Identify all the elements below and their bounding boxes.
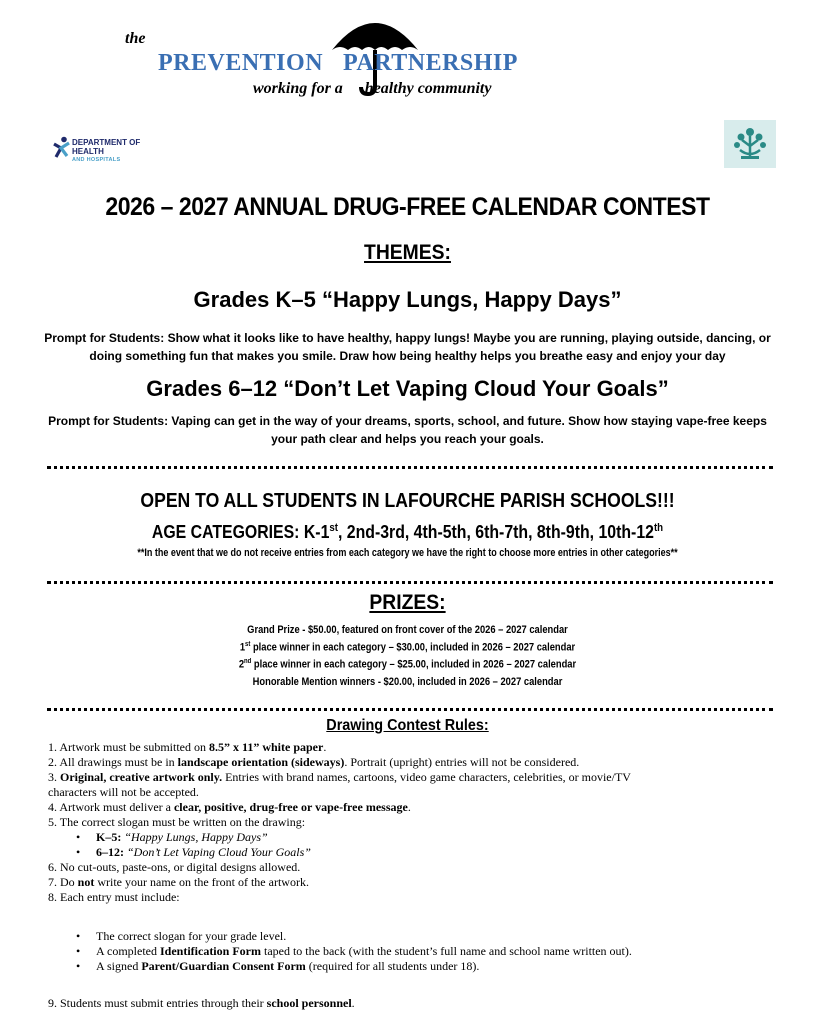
rule-2-bold: landscape orientation (sideways) xyxy=(177,755,345,769)
age-rest: , 2nd-3rd, 4th-5th, 6th-7th, 8th-9th, 10th-12 xyxy=(337,522,654,542)
prize-grand: Grand Prize - $50.00, featured on front cover of the 2026 – 2027 calendar xyxy=(247,624,568,636)
rule-4-bold: clear, positive, drug-free or vape-free message xyxy=(173,800,408,814)
rule-4 xyxy=(48,800,778,815)
slogan-612 xyxy=(96,845,778,860)
doh-logo-text xyxy=(72,138,140,165)
themes-heading: THEMES: xyxy=(364,241,451,264)
tree-icon xyxy=(724,120,776,168)
rule-7-end: write your name on the front of the artwork. xyxy=(94,875,309,889)
rules-list xyxy=(48,740,778,1011)
prize-first-text: place winner in each category – $30.00, included in 2026 – 2027 calendar xyxy=(250,641,576,654)
prize-second-text: place winner in each category – $25.00, included in 2026 – 2027 calendar xyxy=(251,658,577,671)
theme-k5-prompt xyxy=(40,329,775,365)
doh-line1: DEPARTMENT OF xyxy=(72,138,141,147)
category-note: **In the event that we do not receive entries from each category we have the right to choose more entries in other categories** xyxy=(137,547,678,559)
logo-the-text: the xyxy=(125,30,146,47)
rules-spacer-2 xyxy=(48,974,778,996)
rule-4-end: . xyxy=(407,800,411,814)
rule-9-bold: school personnel xyxy=(266,996,352,1010)
include-id-form-text: A completed xyxy=(96,944,160,958)
rule-3-bold: Original, creative artwork only. xyxy=(60,770,223,784)
rule-9-text: 9. Students must submit entries through their xyxy=(48,996,267,1010)
prize-first xyxy=(61,641,754,654)
rule-3-text: Entries with brand names, cartoons, video game characters, celebrities, or movie/TV xyxy=(222,770,631,784)
include-id-form-end: taped to the back (with the student’s full name and school name written out). xyxy=(260,944,632,958)
tagline-right: healthy community xyxy=(364,80,492,97)
age-categories xyxy=(49,522,766,543)
prize-honorable: Honorable Mention winners - $20.00, included in 2026 – 2027 calendar xyxy=(252,676,563,688)
slogan-k5-text: “Happy Lungs, Happy Days” xyxy=(121,830,268,844)
slogan-612-text: “Don’t Let Vaping Cloud Your Goals” xyxy=(124,845,311,859)
doh-line3: AND HOSPITALS xyxy=(72,157,121,163)
rule-1-end: . xyxy=(323,740,327,754)
rule-7-bold: not xyxy=(77,875,95,889)
divider-1 xyxy=(47,466,773,469)
slogan-612-label: 6–12: xyxy=(96,845,124,859)
include-consent-end: (required for all students under 18). xyxy=(305,959,480,973)
include-consent-bold: Parent/Guardian Consent Form xyxy=(141,959,306,973)
org-name-left: PREVENTION xyxy=(158,50,324,76)
rule-2 xyxy=(48,755,778,770)
divider-2 xyxy=(47,581,773,584)
rule-6: 6. No cut-outs, paste-ons, or digital designs allowed. xyxy=(48,860,301,874)
age-sup-th: th xyxy=(653,522,664,534)
prizes-heading: PRIZES: xyxy=(369,591,446,614)
divider-3 xyxy=(47,708,773,711)
rule-3 xyxy=(48,770,778,785)
doh-line2: HEALTH xyxy=(72,147,104,156)
rule-1-text: 1. Artwork must be submitted on xyxy=(48,740,209,754)
rules-heading: Drawing Contest Rules: xyxy=(326,717,489,734)
prize-first-sup: st xyxy=(245,641,251,648)
include-consent xyxy=(96,959,778,974)
theme-612-prompt xyxy=(40,412,775,448)
theme-612-heading: Grades 6–12 “Don’t Let Vaping Cloud Your Goals” xyxy=(146,376,669,401)
theme-612-prompt-line2: your path clear and helps you reach your goals. xyxy=(271,432,544,446)
rule-5: 5. The correct slogan must be written on the drawing: xyxy=(48,815,306,829)
prize-first-num: 1 xyxy=(239,641,246,654)
rule-9-end: . xyxy=(351,996,355,1010)
theme-k5-prompt-line2: doing something fun that makes you smile. Draw how being healthy helps you breathe easy and enjoy your day xyxy=(89,349,726,363)
doh-logo-icon xyxy=(52,136,72,158)
include-consent-text: A signed xyxy=(96,959,142,973)
contest-title: 2026 – 2027 ANNUAL DRUG-FREE CALENDAR CONTEST xyxy=(105,193,710,221)
rule-3-num: 3. xyxy=(48,770,60,784)
age-sup-st: st xyxy=(329,522,338,534)
org-tagline xyxy=(253,80,491,98)
theme-k5-heading: Grades K–5 “Happy Lungs, Happy Days” xyxy=(193,287,622,312)
rule-7 xyxy=(48,875,778,890)
rule-8: 8. Each entry must include: xyxy=(48,890,180,904)
include-slogan: • The correct slogan for your grade level. xyxy=(96,929,778,944)
rule-1-bold: 8.5” x 11” white paper xyxy=(209,740,324,754)
tree-logo xyxy=(724,120,776,168)
slogan-k5 xyxy=(96,830,778,845)
rule-2-text: 2. All drawings must be in xyxy=(48,755,178,769)
include-id-form xyxy=(96,944,778,959)
theme-612-prompt-line1: Prompt for Students: Vaping can get in the way of your dreams, sports, school, and future. Show how staying vape-free keeps xyxy=(48,414,767,428)
slogan-k5-label: K–5: xyxy=(96,830,122,844)
theme-k5-prompt-line1: Prompt for Students: Show what it looks like to have healthy, happy lungs! Maybe you are running, playing outside, dancing, or xyxy=(44,331,771,345)
include-id-form-bold: Identification Form xyxy=(159,944,261,958)
prize-second xyxy=(61,658,754,671)
rules-spacer xyxy=(48,905,778,929)
org-name-right: PARTNERSHIP xyxy=(343,50,518,76)
tagline-left: working for a xyxy=(253,80,343,97)
org-name xyxy=(158,50,518,77)
age-label: AGE CATEGORIES: K-1 xyxy=(151,522,330,542)
prize-second-num: 2 xyxy=(238,658,245,671)
eligibility-heading: OPEN TO ALL STUDENTS IN LAFOURCHE PARISH SCHOOLS!!! xyxy=(140,490,675,512)
rule-2-end: . Portrait (upright) entries will not be considered. xyxy=(344,755,580,769)
rule-3-cont: characters will not be accepted. xyxy=(48,785,199,799)
prize-second-sup: nd xyxy=(244,658,252,665)
rule-7-text: 7. Do xyxy=(48,875,78,889)
rule-4-text: 4. Artwork must deliver a xyxy=(48,800,174,814)
rule-9 xyxy=(48,996,778,1011)
rule-1 xyxy=(48,740,778,755)
